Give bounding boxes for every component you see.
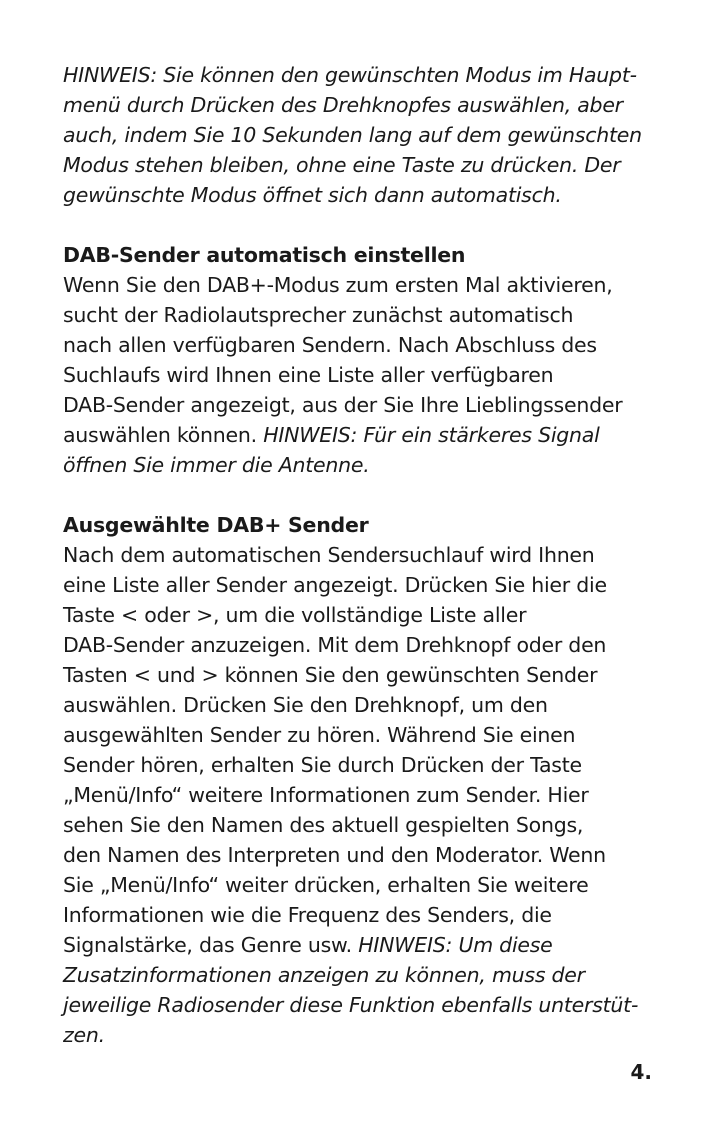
text-line: HINWEIS: Sie können den gewünschten Modus im Haupt- [63,63,637,87]
text-line: sehen Sie den Namen des aktuell gespielten Songs, [63,813,584,837]
text-line-mixed [63,930,663,960]
document-page [63,60,663,1050]
text-line: den Namen des Interpreten und den Moderator. Wenn [63,843,606,867]
text-line: DAB-Sender anzuzeigen. Mit dem Drehknopf oder den [63,633,607,657]
text-line-mixed [63,420,663,450]
text-line: zen. [63,1023,105,1047]
paragraph-gap [63,480,663,510]
text-line: Modus stehen bleiben, ohne eine Taste zu drücken. Der [63,153,621,177]
text-line: Informationen wie die Frequenz des Senders, die [63,903,552,927]
text-line: menü durch Drücken des Drehknopfes auswählen, aber [63,93,623,117]
text-line: ausgewählten Sender zu hören. Während Sie einen [63,723,576,747]
text-line: „Menü/Info“ weitere Informationen zum Sender. Hier [63,783,589,807]
note-start: HINWEIS: Um diese [358,933,553,957]
text-line: jeweilige Radiosender diese Funktion ebenfalls unterstüt- [63,993,639,1017]
text-line: gewünschte Modus öffnet sich dann automatisch. [63,183,562,207]
text-line: auch, indem Sie 10 Sekunden lang auf dem gewünschten [63,123,642,147]
paragraph-gap [63,210,663,240]
text-line: Tasten < und > können Sie den gewünschten Sender [63,663,598,687]
note-mode-selection [63,60,663,210]
text-line: nach allen verfügbaren Sendern. Nach Abschluss des [63,333,597,357]
text-line: öffnen Sie immer die Antenne. [63,453,370,477]
text-line: auswählen. Drücken Sie den Drehknopf, um den [63,693,548,717]
text-line: DAB-Sender angezeigt, aus der Sie Ihre Lieblingssender [63,393,623,417]
text-line: Wenn Sie den DAB+-Modus zum ersten Mal aktivieren, [63,273,613,297]
text-line: Suchlaufs wird Ihnen eine Liste aller verfügbaren [63,363,554,387]
text-plain: Signalstärke, das Genre usw. [63,933,359,957]
text-plain: auswählen können. [63,423,264,447]
section-heading: Ausgewählte DAB+ Sender [63,513,369,537]
text-line: Sender hören, erhalten Sie durch Drücken der Taste [63,753,582,777]
page-number: 4. [630,1060,652,1084]
note-start: HINWEIS: Für ein stärkeres Signal [263,423,600,447]
section-heading: DAB-Sender automatisch einstellen [63,243,466,267]
text-line: Nach dem automatischen Sendersuchlauf wird Ihnen [63,543,595,567]
section-selected-stations [63,510,663,1050]
text-line: Zusatzinformationen anzeigen zu können, muss der [63,963,585,987]
text-line: sucht der Radiolautsprecher zunächst automatisch [63,303,574,327]
text-line: Taste < oder >, um die vollständige Liste aller [63,603,527,627]
text-line: eine Liste aller Sender angezeigt. Drücken Sie hier die [63,573,607,597]
section-auto-tuning [63,240,663,480]
text-line: Sie „Menü/Info“ weiter drücken, erhalten Sie weitere [63,873,589,897]
